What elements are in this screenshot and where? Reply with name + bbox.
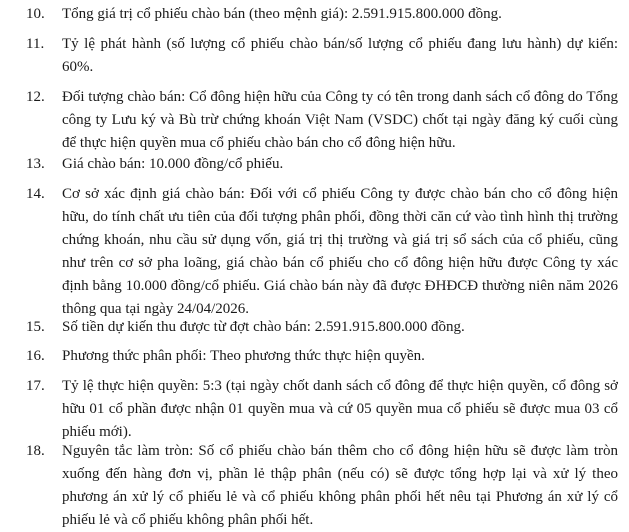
text-line: Số tiền dự kiến thu được từ đợt chào bán: 2.591.915.800.000 đồng. <box>62 319 465 335</box>
text-line: để thực hiện quyền mua cổ phiếu chào bán cho cổ đông hiện hữu. <box>62 135 456 151</box>
text-line: thông qua tại ngày 24/04/2026. <box>62 301 250 317</box>
item-number: 15. <box>26 319 45 335</box>
item-text <box>62 33 618 79</box>
text-line: phương án xử lý cổ phiếu lẻ và cổ phiếu không phân phối hết nêu tại Phương án xử lý cổ <box>62 489 618 505</box>
text-line: Đối tượng chào bán: Cổ đông hiện hữu của Công ty có tên trong danh sách cổ đông do Tổng <box>62 89 618 105</box>
item-number: 11. <box>26 36 45 52</box>
item-number: 12. <box>26 89 45 105</box>
item-number: 13. <box>26 156 45 172</box>
text-line: công ty Lưu ký và Bù trừ chứng khoán Việt Nam (VSDC) chốt tại ngày đăng ký cuối cùng <box>62 112 618 128</box>
item-number: 14. <box>26 186 45 202</box>
item-text <box>62 3 618 26</box>
text-line: như trên cơ sở pha loãng, giá chào bán cổ phiếu cho cổ đông hiện hữu được Công ty xác <box>62 255 618 271</box>
text-line: Cơ sở xác định giá chào bán: Đối với cổ phiếu Công ty được chào bán cho cổ đông hiện <box>62 186 618 202</box>
text-line: phiếu lẻ và cổ phiếu không phân phối hết. <box>62 512 314 528</box>
item-number: 17. <box>26 378 45 394</box>
text-line: Tỷ lệ thực hiện quyền: 5:3 (tại ngày chốt danh sách cổ đông để thực hiện quyền, cổ đông sở <box>62 378 618 394</box>
item-text <box>62 86 618 155</box>
item-text <box>62 183 618 321</box>
text-line: Phương thức phân phối: Theo phương thức thực hiện quyền. <box>62 348 425 364</box>
text-line: 60%. <box>62 59 94 75</box>
item-text <box>62 375 618 444</box>
text-line: phiếu mới). <box>62 424 132 440</box>
text-line: Tổng giá trị cổ phiếu chào bán (theo mệnh giá): 2.591.915.800.000 đồng. <box>62 6 502 22</box>
item-number: 10. <box>26 6 45 22</box>
item-number: 16. <box>26 348 45 364</box>
item-text <box>62 345 618 368</box>
text-line: Giá chào bán: 10.000 đồng/cổ phiếu. <box>62 156 284 172</box>
text-line: chứng khoán, nhu cầu sử dụng vốn, giá trị thị trường và giá trị sổ sách của cổ phiếu, cũng <box>62 232 618 248</box>
item-text <box>62 153 618 176</box>
text-line: Tỷ lệ phát hành (số lượng cổ phiếu chào bán/số lượng cổ phiếu đang lưu hành) dự kiến: <box>62 36 618 52</box>
item-number: 18. <box>26 443 45 459</box>
text-line: định bằng 10.000 đồng/cổ phiếu. Giá chào bán này đã được ĐHĐCĐ thường niên năm 2026 <box>62 278 618 294</box>
item-text <box>62 440 618 532</box>
text-line: xuống đến hàng đơn vị, phần lẻ thập phân (nếu có) sẽ được tổng hợp lại và xử lý theo <box>62 466 618 482</box>
item-text <box>62 316 618 339</box>
text-line: hữu, do tính chất ưu tiên của đối tượng phân phối, đồng thời căn cứ vào tình hình thị trường <box>62 209 618 225</box>
text-line: hữu 01 cổ phần được nhận 01 quyền mua và cứ 05 quyền mua cổ phiếu sẽ được mua 03 cổ <box>62 401 618 417</box>
text-line: Nguyên tắc làm tròn: Số cổ phiếu chào bán thêm cho cổ đông hiện hữu sẽ được làm tròn <box>62 443 618 459</box>
